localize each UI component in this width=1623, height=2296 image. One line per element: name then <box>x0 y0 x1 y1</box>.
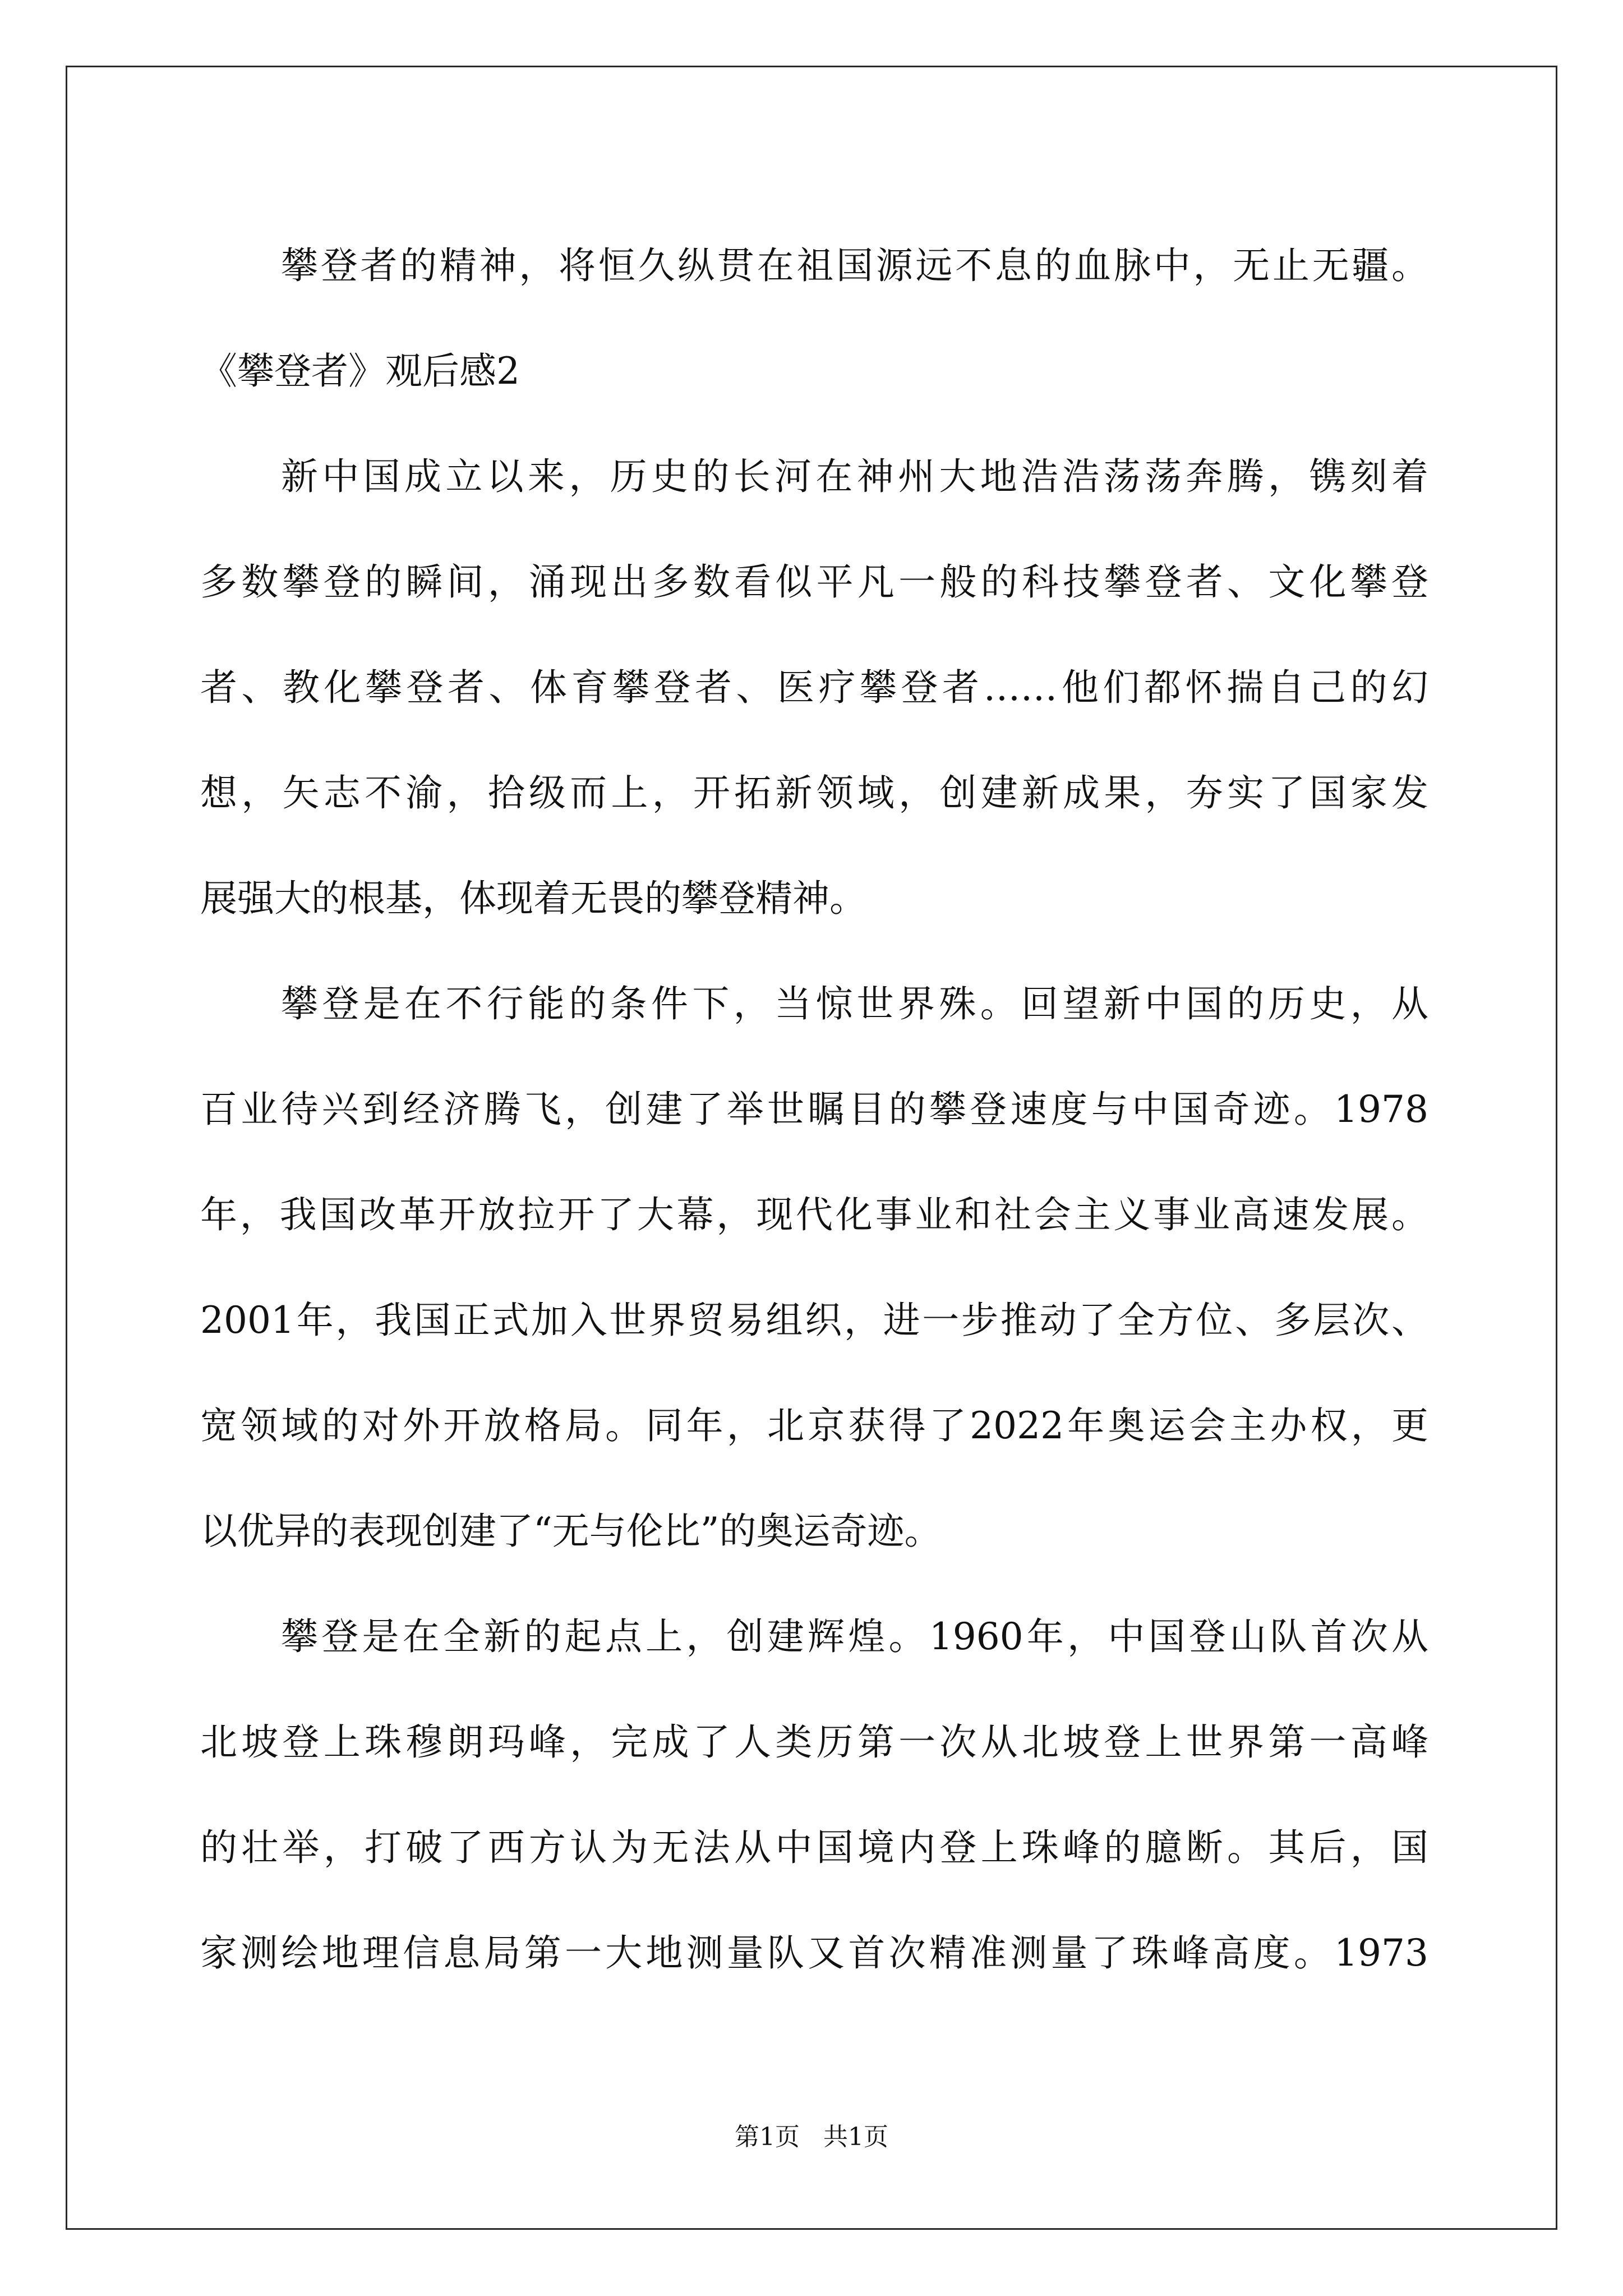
text-line: 年，我国改革开放拉开了大幕，现代化事业和社会主义事业高速发展。 <box>200 1193 1428 1236</box>
text-line: 《攀登者》观后感2 <box>200 349 520 393</box>
document-body <box>200 213 1428 2006</box>
text-line: 北坡登上珠穆朗玛峰，完成了人类历第一次从北坡登上世界第一高峰 <box>200 1720 1428 1764</box>
text-line: 想，矢志不渝，拾级而上，开拓新领域，创建新成果，夯实了国家发 <box>200 771 1428 815</box>
text-line: 展强大的根基，体现着无畏的攀登精神。 <box>200 877 866 920</box>
text-line: 者、教化攀登者、体育攀登者、医疗攀登者……他们都怀揣自己的幻 <box>200 666 1428 709</box>
text-line: 攀登是在全新的起点上，创建辉煌。1960年，中国登山队首次从 <box>281 1615 1428 1658</box>
text-line: 新中国成立以来，历史的长河在神州大地浩浩荡荡奔腾，镌刻着 <box>281 455 1428 498</box>
text-line: 攀登是在不行能的条件下，当惊世界殊。回望新中国的历史，从 <box>281 982 1428 1025</box>
page-footer: 第1页 共1页 <box>735 2123 888 2151</box>
text-line: 多数攀登的瞬间，涌现出多数看似平凡一般的科技攀登者、文化攀登 <box>200 560 1428 604</box>
text-line: 的壮举，打破了西方认为无法从中国境内登上珠峰的臆断。其后，国 <box>200 1826 1428 1869</box>
text-line: 2001年，我国正式加入世界贸易组织，进一步推动了全方位、多层次、 <box>200 1299 1428 1342</box>
text-line: 攀登者的精神，将恒久纵贯在祖国源远不息的血脉中，无止无疆。 <box>281 244 1428 287</box>
text-line: 以优异的表现创建了“无与伦比”的奥运奇迹。 <box>200 1510 942 1553</box>
text-line: 家测绘地理信息局第一大地测量队又首次精准测量了珠峰高度。1973 <box>200 1931 1428 1975</box>
text-line: 宽领域的对外开放格局。同年，北京获得了2022年奥运会主办权，更 <box>200 1404 1428 1447</box>
text-line: 百业待兴到经济腾飞，创建了举世瞩目的攀登速度与中国奇迹。1978 <box>200 1088 1428 1131</box>
